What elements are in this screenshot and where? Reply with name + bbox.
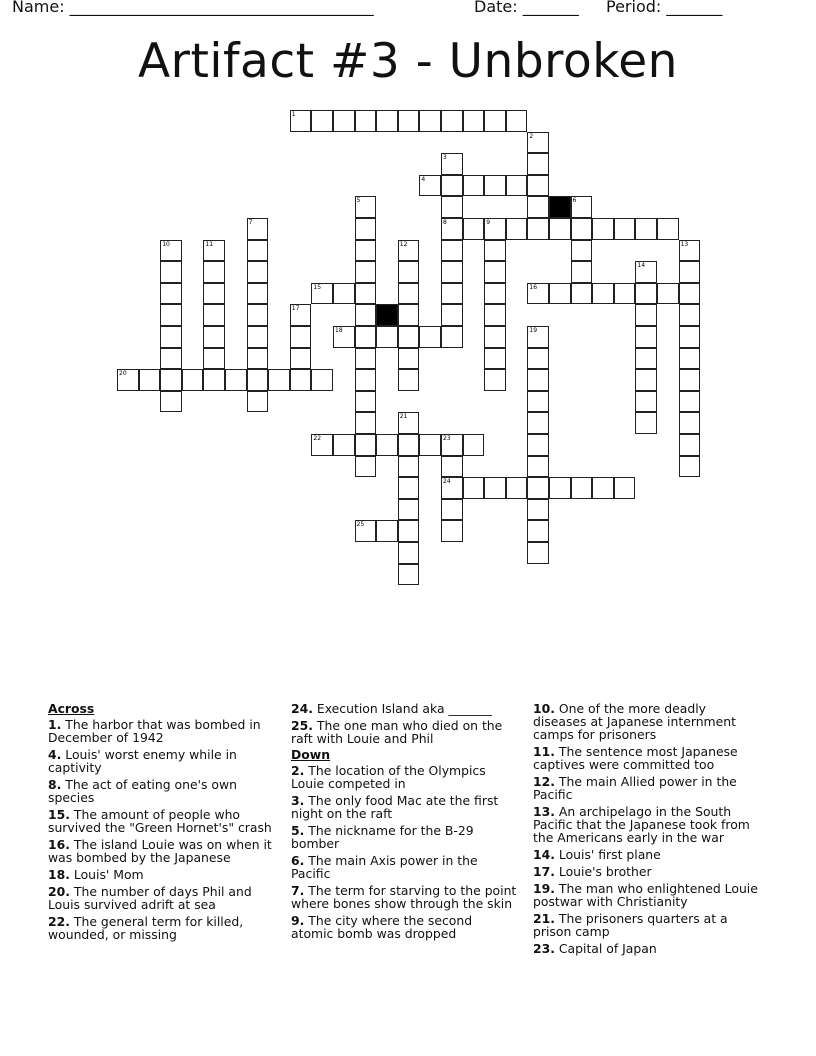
clue-text: The harbor that was bombed in December of 1942: [48, 717, 261, 745]
grid-cell[interactable]: [527, 434, 549, 456]
clue-text: Capital of Japan: [554, 941, 657, 956]
black-square: [376, 304, 398, 326]
date-field-label[interactable]: Date: _______: [474, 0, 579, 16]
clue-item: [48, 838, 274, 864]
clue-number-label: 8: [443, 219, 447, 226]
clue-number-label: 24: [443, 478, 451, 486]
clue-number-label: 16: [529, 283, 538, 291]
grid-cell[interactable]: [247, 326, 269, 348]
grid-cell[interactable]: [225, 369, 247, 391]
clue-number: 21.: [533, 911, 555, 926]
grid-cell[interactable]: [419, 110, 441, 132]
grid-cell[interactable]: [571, 283, 593, 305]
grid-cell[interactable]: [203, 348, 225, 370]
grid-cell[interactable]: [527, 196, 549, 218]
grid-cell[interactable]: [160, 326, 182, 348]
grid-cell[interactable]: [247, 391, 269, 413]
grid-cell[interactable]: [398, 434, 420, 456]
grid-cell[interactable]: [679, 434, 701, 456]
grid-cell[interactable]: [290, 326, 312, 348]
grid-cell[interactable]: [463, 477, 485, 499]
clue-item: [291, 914, 517, 940]
across-heading: Across: [48, 701, 95, 716]
clue-text: Louis' first plane: [554, 847, 661, 862]
name-field-label[interactable]: Name: ______________________________________: [12, 0, 374, 16]
grid-cell[interactable]: [527, 499, 549, 521]
clue-number: 22.: [48, 914, 70, 929]
grid-cell[interactable]: [527, 218, 549, 240]
grid-cell[interactable]: [571, 240, 593, 262]
grid-cell[interactable]: [355, 261, 377, 283]
grid-cell[interactable]: [441, 283, 463, 305]
clue-number-label: 18: [335, 327, 343, 334]
clue-number: 10.: [533, 701, 555, 716]
clue-text: The main Axis power in the Pacific: [291, 853, 478, 881]
across-clue-list: [48, 718, 274, 941]
clue-number-label: 12: [399, 240, 408, 248]
clue-item: [533, 865, 761, 878]
clue-item: [533, 775, 761, 801]
grid-cell[interactable]: [679, 326, 701, 348]
clue-number-label: 7: [248, 219, 253, 226]
clue-text: The man who enlightened Louie postwar with Christianity: [533, 881, 758, 909]
grid-cell[interactable]: [506, 110, 528, 132]
grid-cell[interactable]: [635, 391, 657, 413]
grid-cell[interactable]: [398, 369, 420, 391]
grid-cell[interactable]: [355, 283, 377, 305]
grid-cell[interactable]: [203, 369, 225, 391]
clue-item: [533, 702, 761, 741]
grid-cell[interactable]: [311, 110, 333, 132]
clue-text: The location of the Olympics Louie competed in: [291, 763, 486, 791]
grid-cell[interactable]: [527, 348, 549, 370]
grid-cell[interactable]: [527, 456, 549, 478]
clue-text: The nickname for the B-29 bomber: [291, 823, 474, 851]
clue-column-1: [48, 702, 274, 945]
grid-cell[interactable]: [290, 369, 312, 391]
clue-number-label: 10: [162, 240, 170, 248]
grid-cell[interactable]: [679, 304, 701, 326]
clue-item: [48, 778, 274, 804]
down-clue-list: [291, 764, 517, 940]
clue-number-label: 4: [421, 175, 426, 183]
grid-cell[interactable]: [679, 348, 701, 370]
grid-cell[interactable]: [355, 110, 377, 132]
grid-cell[interactable]: [614, 218, 636, 240]
clue-text: The island Louie was on when it was bombed by the Japanese: [48, 837, 272, 865]
grid-cell[interactable]: [635, 369, 657, 391]
clue-number: 23.: [533, 941, 555, 956]
clue-item: [291, 884, 517, 910]
grid-cell[interactable]: [355, 240, 377, 262]
clue-item: [533, 805, 761, 844]
clue-number-label: 13: [680, 240, 689, 248]
clue-number-label: 21: [399, 413, 408, 421]
grid-cell[interactable]: [463, 218, 485, 240]
grid-cell[interactable]: [203, 326, 225, 348]
clue-item: [533, 912, 761, 938]
grid-cell[interactable]: [398, 477, 420, 499]
grid-cell[interactable]: [268, 369, 290, 391]
clue-number-label: 9: [486, 219, 491, 226]
grid-cell[interactable]: [657, 218, 679, 240]
black-square: [549, 196, 571, 218]
grid-cell[interactable]: [355, 412, 377, 434]
grid-cell[interactable]: [484, 304, 506, 326]
grid-cell[interactable]: [506, 175, 528, 197]
clue-number-label: 6: [572, 197, 577, 205]
clue-item: [48, 868, 274, 881]
clue-number: 9.: [291, 913, 305, 928]
clue-item: [48, 718, 274, 744]
grid-cell[interactable]: [549, 477, 571, 499]
grid-cell[interactable]: [441, 499, 463, 521]
grid-cell[interactable]: [333, 283, 355, 305]
clue-item: [48, 808, 274, 834]
grid-cell[interactable]: [355, 369, 377, 391]
grid-cell[interactable]: [679, 391, 701, 413]
grid-cell[interactable]: [182, 369, 204, 391]
grid-cell[interactable]: [527, 369, 549, 391]
clue-number-label: 19: [529, 327, 538, 334]
grid-cell[interactable]: [484, 348, 506, 370]
grid-cell[interactable]: [355, 304, 377, 326]
grid-cell[interactable]: [160, 283, 182, 305]
clue-text: The number of days Phil and Louis survived adrift at sea: [48, 884, 252, 912]
clue-text: The only food Mac ate the first night on the raft: [291, 793, 499, 821]
grid-cell[interactable]: [398, 326, 420, 348]
grid-cell[interactable]: [247, 283, 269, 305]
grid-cell[interactable]: [203, 261, 225, 283]
clue-text: The act of eating one's own species: [48, 777, 237, 805]
clue-item: [48, 748, 274, 774]
grid-cell[interactable]: [203, 304, 225, 326]
clue-number-label: 11: [205, 240, 214, 248]
grid-cell[interactable]: [441, 175, 463, 197]
grid-cell[interactable]: [247, 240, 269, 262]
grid-cell[interactable]: [355, 218, 377, 240]
grid-cell[interactable]: [398, 110, 420, 132]
grid-cell[interactable]: [527, 477, 549, 499]
grid-cell[interactable]: [527, 520, 549, 542]
grid-cell[interactable]: [333, 434, 355, 456]
grid-cell[interactable]: [679, 261, 701, 283]
grid-cell[interactable]: [160, 369, 182, 391]
down-clue-list-continued: [533, 702, 761, 955]
grid-cell[interactable]: [484, 369, 506, 391]
grid-cell[interactable]: [635, 412, 657, 434]
clue-item: [291, 702, 517, 715]
grid-cell[interactable]: [484, 175, 506, 197]
grid-cell[interactable]: [679, 283, 701, 305]
clue-number-label: 23: [443, 435, 451, 442]
grid-cell[interactable]: [247, 369, 269, 391]
clue-text: The city where the second atomic bomb was dropped: [291, 913, 473, 941]
clue-number: 24.: [291, 701, 313, 716]
period-field-label[interactable]: Period: _______: [606, 0, 723, 16]
grid-cell[interactable]: [398, 261, 420, 283]
grid-cell[interactable]: [355, 456, 377, 478]
grid-cell[interactable]: [160, 348, 182, 370]
grid-cell[interactable]: [484, 326, 506, 348]
grid-cell[interactable]: [635, 283, 657, 305]
clue-text: Louis' worst enemy while in captivity: [48, 747, 237, 775]
grid-cell[interactable]: [527, 175, 549, 197]
clue-number-label: 17: [291, 305, 300, 313]
grid-cell[interactable]: [463, 110, 485, 132]
grid-cell[interactable]: [635, 218, 657, 240]
clue-number: 16.: [48, 837, 70, 852]
grid-cell[interactable]: [376, 520, 398, 542]
grid-cell[interactable]: [527, 153, 549, 175]
clue-number: 17.: [533, 864, 555, 879]
grid-cell[interactable]: [441, 520, 463, 542]
grid-cell[interactable]: [376, 110, 398, 132]
clue-number: 20.: [48, 884, 70, 899]
grid-cell[interactable]: [484, 261, 506, 283]
grid-cell[interactable]: [398, 304, 420, 326]
down-heading: Down: [291, 747, 331, 762]
grid-cell[interactable]: [398, 283, 420, 305]
clue-number: 11.: [533, 744, 555, 759]
across-clue-list-continued: [291, 702, 517, 745]
grid-cell[interactable]: [160, 261, 182, 283]
grid-cell[interactable]: [484, 240, 506, 262]
grid-cell[interactable]: [441, 326, 463, 348]
clue-item: [291, 854, 517, 880]
grid-cell[interactable]: [506, 477, 528, 499]
grid-cell[interactable]: [376, 434, 398, 456]
grid-cell[interactable]: [592, 283, 614, 305]
clue-number: 4.: [48, 747, 62, 762]
clue-item: [533, 745, 761, 771]
grid-cell[interactable]: [635, 348, 657, 370]
grid-cell[interactable]: [679, 369, 701, 391]
clue-number: 18.: [48, 867, 70, 882]
grid-cell[interactable]: [592, 477, 614, 499]
clue-text: Execution Island aka _______: [312, 701, 492, 716]
grid-cell[interactable]: [160, 391, 182, 413]
puzzle-title: Artifact #3 - Unbroken: [138, 34, 678, 89]
grid-cell[interactable]: [398, 456, 420, 478]
clue-column-3: [533, 702, 761, 959]
grid-cell[interactable]: [441, 304, 463, 326]
grid-cell[interactable]: [527, 391, 549, 413]
clue-text: The one man who died on the raft with Louie and Phil: [291, 718, 503, 746]
grid-cell[interactable]: [333, 110, 355, 132]
clue-item: [533, 848, 761, 861]
grid-cell[interactable]: [376, 326, 398, 348]
clue-item: [48, 915, 274, 941]
clue-text: The prisoners quarters at a prison camp: [533, 911, 728, 939]
grid-cell[interactable]: [463, 434, 485, 456]
grid-cell[interactable]: [527, 412, 549, 434]
clue-number-label: 22: [313, 435, 322, 442]
clue-number: 5.: [291, 823, 305, 838]
clue-number: 8.: [48, 777, 62, 792]
grid-cell[interactable]: [571, 261, 593, 283]
clue-number: 19.: [533, 881, 555, 896]
clue-text: The term for starving to the point where bones show through the skin: [291, 883, 517, 911]
grid-cell[interactable]: [679, 412, 701, 434]
clue-number: 2.: [291, 763, 305, 778]
grid-cell[interactable]: [463, 175, 485, 197]
grid-cell[interactable]: [484, 283, 506, 305]
clue-number: 6.: [291, 853, 305, 868]
clue-text: The general term for killed, wounded, or missing: [48, 914, 244, 942]
grid-cell[interactable]: [614, 283, 636, 305]
grid-cell[interactable]: [355, 326, 377, 348]
grid-cell[interactable]: [419, 326, 441, 348]
clue-number-label: 14: [637, 262, 646, 270]
clue-item: [533, 882, 761, 908]
grid-cell[interactable]: [355, 391, 377, 413]
grid-cell[interactable]: [484, 110, 506, 132]
grid-cell[interactable]: [247, 348, 269, 370]
grid-cell[interactable]: [290, 348, 312, 370]
grid-cell[interactable]: [311, 369, 333, 391]
grid-cell[interactable]: [355, 434, 377, 456]
clue-number-label: 5: [356, 197, 361, 205]
grid-cell[interactable]: [549, 283, 571, 305]
clue-number: 14.: [533, 847, 555, 862]
grid-cell[interactable]: [441, 240, 463, 262]
grid-cell[interactable]: [441, 196, 463, 218]
grid-cell[interactable]: [247, 261, 269, 283]
clue-number: 25.: [291, 718, 313, 733]
grid-cell[interactable]: [203, 283, 225, 305]
clue-text: The main Allied power in the Pacific: [533, 774, 737, 802]
grid-cell[interactable]: [398, 542, 420, 564]
clue-item: [291, 719, 517, 745]
clue-number-label: 20: [119, 370, 127, 378]
clue-item: [291, 824, 517, 850]
grid-cell[interactable]: [398, 564, 420, 586]
grid-cell[interactable]: [247, 304, 269, 326]
clue-text: One of the more deadly diseases at Japanese internment camps for prisoners: [533, 701, 736, 742]
clue-number: 7.: [291, 883, 305, 898]
grid-cell[interactable]: [679, 456, 701, 478]
clue-text: Louie's brother: [554, 864, 652, 879]
grid-cell[interactable]: [592, 218, 614, 240]
grid-cell[interactable]: [571, 477, 593, 499]
grid-cell[interactable]: [614, 477, 636, 499]
grid-cell[interactable]: [355, 348, 377, 370]
grid-cell[interactable]: [571, 218, 593, 240]
grid-cell[interactable]: [484, 477, 506, 499]
clue-number-label: 1: [291, 111, 296, 118]
grid-cell[interactable]: [635, 326, 657, 348]
clue-text: The amount of people who survived the "Green Hornet's" crash: [48, 807, 272, 835]
clue-number-label: 2: [529, 132, 534, 140]
clue-column-2: [291, 702, 517, 944]
grid-cell[interactable]: [506, 218, 528, 240]
grid-cell[interactable]: [657, 283, 679, 305]
grid-cell[interactable]: [441, 261, 463, 283]
clue-number: 1.: [48, 717, 62, 732]
clue-number-label: 25: [356, 521, 365, 529]
grid-cell[interactable]: [398, 499, 420, 521]
clue-number-label: 15: [313, 283, 322, 291]
clue-number: 3.: [291, 793, 305, 808]
grid-cell[interactable]: [160, 304, 182, 326]
clue-item: [291, 764, 517, 790]
clue-text: Louis' Mom: [69, 867, 144, 882]
grid-cell[interactable]: [398, 520, 420, 542]
clue-item: [533, 942, 761, 955]
grid-cell[interactable]: [419, 434, 441, 456]
grid-cell[interactable]: [527, 542, 549, 564]
grid-cell[interactable]: [139, 369, 161, 391]
clue-text: The sentence most Japanese captives were committed too: [533, 744, 738, 772]
clue-text: An archipelago in the South Pacific that the Japanese took from the Americans early in the war: [533, 804, 750, 845]
grid-cell[interactable]: [441, 456, 463, 478]
clue-number-label: 3: [443, 154, 447, 162]
clue-number: 15.: [48, 807, 70, 822]
clue-number: 12.: [533, 774, 555, 789]
clue-item: [48, 885, 274, 911]
clue-number: 13.: [533, 804, 555, 819]
grid-cell[interactable]: [398, 348, 420, 370]
grid-cell[interactable]: [635, 304, 657, 326]
grid-cell[interactable]: [441, 110, 463, 132]
clue-item: [291, 794, 517, 820]
grid-cell[interactable]: [549, 218, 571, 240]
